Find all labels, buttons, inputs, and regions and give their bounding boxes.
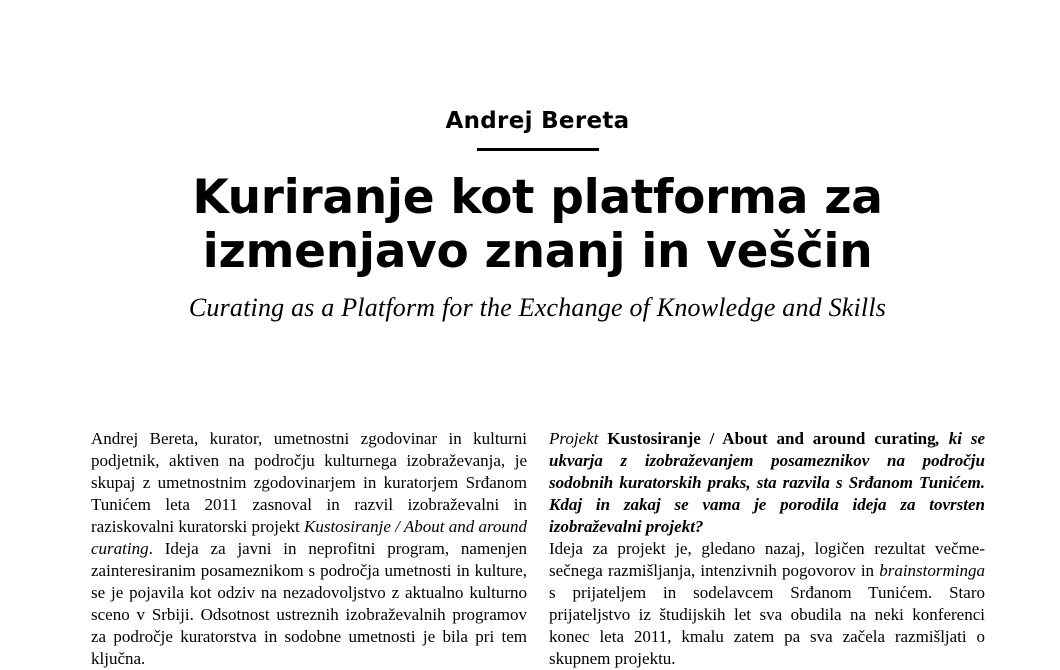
intro-text: Andrej Bereta, kurator, umetnostni zgodovinar in kulturni podjetnik, aktiven na področju kulturnega izobraževanja, je skupaj z umetnostnim zgodovinarjem in kuratorjem Srđanom Tunićem leta 2011 zasnoval in razvil izobraževalni in raziskovalni kuratorski projekt (91, 429, 527, 536)
article-title (0, 171, 1060, 279)
left-column (91, 428, 527, 670)
article-subtitle: Curating as a Platform for the Exchange of Knowledge and Skills (188, 293, 887, 322)
question-project-name: Kustosiranje / About and around curating (607, 429, 936, 448)
right-column (549, 428, 985, 670)
title-line-2: izmenjavo znanj in veščin (202, 224, 873, 279)
intro-continuation: . Ideja za javni in neprofitni program, namenjen zainteresiranim posameznikom s področja umetnosti in kulture, se je pojavila kot odziv na nezadovoljstvo z aktualno kulturno sceno v Srbiji. Odsotnost ustreznih izobraževalnih programov za področje kuratorstva in sodobne umetnosti je bila pri tem ključna. (91, 539, 527, 668)
author-name: Andrej Bereta (445, 108, 630, 134)
title-line-1: Kuriranje kot platforma za (192, 170, 883, 225)
interview-question (549, 428, 985, 538)
title-divider (477, 148, 599, 151)
interview-answer (549, 538, 985, 670)
answer-italic: brainstorminga (879, 561, 985, 580)
answer-text-1: Ideja za projekt je, gledano nazaj, logičen rezultat večmesečnega razmišljanja, intenzivnih pogovorov in (549, 539, 985, 580)
answer-text-2: s prijateljem in sodelavcem Srđanom Tunićem. Staro prijateljstvo iz študijskih let sva obudila na neki konferenci konec leta 2011, kmalu zatem pa sva začela razmišljati o skupnem projektu. (549, 583, 985, 668)
project-name: Kustosiranje / About and around curating (91, 517, 527, 558)
intro-paragraph (91, 428, 527, 670)
question-text: , ki se ukvarja z izobraževanjem posameznikov na področju sodobnih kuratorskih praks, sta razvila s Srđanom Tunićem. Kdaj in zakaj se vama je porodila ideja za tovrsten izobraževalni projekt? (549, 429, 986, 536)
question-projekt-word: Projekt (549, 429, 599, 448)
